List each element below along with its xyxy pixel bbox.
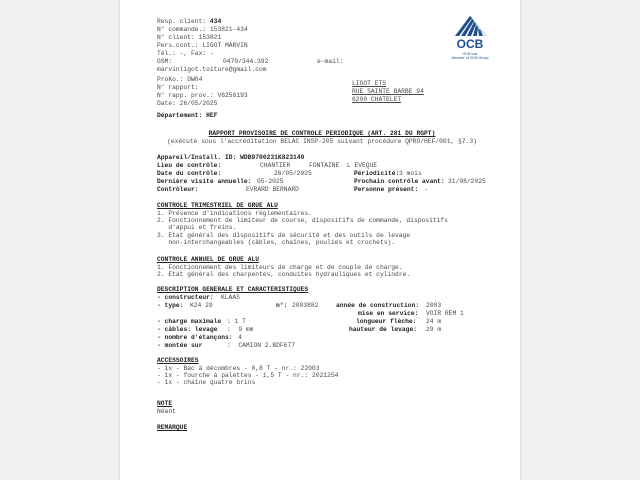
mise-value: VOIR REM 1 (426, 310, 464, 317)
annee-label: année de construction: (336, 302, 420, 309)
controleur-value: EVRARD BERNARD (246, 186, 299, 193)
derniere-visite-label: Dernière visite annuelle: (157, 178, 252, 185)
list-item: 3. Etat général des dispositifs de sécurité et des outils de levage (157, 231, 411, 239)
note-title: NOTE (157, 400, 173, 407)
client-number: N° client: 153821 (157, 34, 222, 41)
list-item: 2. Etat général des charpentes, conduites hydrauliques et cylindre. (157, 271, 411, 279)
date-controle-label: Date du contrôle: (157, 170, 222, 177)
type-label: - type: (157, 302, 184, 309)
appareil-id: Appareil/Install. ID: WDB9700231K823140 (157, 154, 305, 161)
charge-value: : 1 T (227, 318, 246, 325)
cables-label: - câbles: levage (157, 326, 218, 333)
departement: Département: HEF (157, 112, 218, 119)
personne-label: Personne présent: (354, 186, 419, 193)
gsm-label: GSM: (157, 58, 173, 65)
annuel-title: CONTROLE ANNUEL DE GRUE ALU (157, 256, 260, 263)
email-value: marvinligot.toiture@gmail.com (157, 66, 267, 73)
trimestriel-title: CONTROLE TRIMESTRIEL DE GRUE ALU (157, 202, 278, 209)
proko: ProKo.: DW04 (157, 76, 203, 83)
description-title: DESCRIPTION GENERALE ET CARACTERISTIQUES (157, 286, 309, 293)
document-page (120, 0, 520, 480)
etancons-label: - nombre d'étançons: (157, 334, 233, 341)
montee-label: - montée sur (157, 342, 203, 349)
lieu-label: Lieu de contrôle: (157, 162, 222, 169)
ocb-logo (440, 14, 500, 74)
type-value: K24 29 (190, 302, 213, 309)
accessoires-list (157, 365, 487, 387)
ocb-logo-icon (450, 14, 490, 38)
annuel-list (157, 264, 487, 278)
remarque-title: REMARQUE (157, 424, 188, 431)
report-title: RAPPORT PROVISOIRE DE CONTROLE PERIODIQUE (ART. 281 DU RGPT) (208, 130, 436, 137)
etancons-value: 4 (238, 334, 242, 341)
gsm-value: 0470/344.392 (223, 58, 269, 65)
accessoires-title: ACCESSOIRES (157, 357, 199, 364)
hauteur-value: 29 m (426, 326, 442, 333)
list-item: - 1x - fourche à palettes - 1,5 T - nr.: 2021254 (157, 372, 339, 380)
hauteur-label: hauteur de levage: (349, 326, 418, 333)
report-subtitle: (exécuté sous l'accréditation BELAC INSP-205 suivant procédure QPRO/HEF/001, §7.3) (167, 138, 477, 145)
controleur-label: Contrôleur: (157, 186, 199, 193)
list-item: non-interchangeables (câbles, chaînes, poulies et crochets). (157, 238, 396, 246)
list-item: 1. Présence d'indications réglementaires. (157, 210, 312, 217)
longueur-value: 24 m (426, 318, 442, 325)
charge-label: - charge maximale (157, 318, 222, 325)
list-item: 1. Fonctionnement des limiteurs de charge et de couple de charge. (157, 264, 403, 271)
rapp-prov-number: N° rapp. prov.: V6256193 (157, 92, 248, 99)
resp-client: Resp. client: 434 (157, 18, 222, 25)
logo-sub-2: Member of OCB Group (451, 56, 489, 60)
lieu-value: CHANTIER FONTAINE L EVEQUE (260, 162, 378, 169)
annee-value: 2003 (426, 302, 442, 309)
logo-name: OCB (456, 37, 484, 51)
list-item: - 1x - Bac à décombres - 0,8 T - nr.: 22003 (157, 365, 320, 372)
report-date: Date: 26/05/2025 (157, 100, 218, 107)
derniere-visite-value: 05-2025 (257, 178, 284, 185)
mise-label: mise en service: (358, 310, 419, 317)
montee-value: : CAMION 2.BDF677 (227, 342, 296, 349)
contact-person: Pers.cont.: LIGOT MARVIN (157, 42, 248, 49)
constructeur-label: - constructeur: (157, 294, 214, 301)
note-value: Néant (157, 408, 176, 415)
address-line-2: RUE SAINTE BARBE 94 (352, 88, 424, 95)
cables-value: : 9 mm (227, 326, 254, 333)
logo-sub-1: OCB vzw (462, 52, 478, 56)
periodicite-value: 3 mois (399, 170, 422, 177)
prochain-label: Prochain contrôle avant: (354, 178, 445, 185)
prochain-value: 31/08/2025 (448, 178, 486, 185)
list-item: 2. Fonctionnement de limiteur de course, dispositifs de commande, dispositifs (157, 217, 448, 225)
periodicite-label: Périodicité: (354, 170, 400, 177)
date-controle-value: 26/05/2025 (274, 170, 312, 177)
list-item: - 1x - chaîne quatre brins (157, 379, 256, 387)
trimestriel-list (157, 210, 487, 246)
list-item: d'appui et freins. (157, 224, 237, 232)
numero-label: n°: (276, 302, 288, 309)
constructeur-value: KLAAS (221, 294, 240, 301)
personne-value: - (424, 186, 428, 193)
rapport-number: N° rapport: (157, 84, 199, 91)
email-label: e-mail: (317, 58, 344, 65)
address-line-1: LIGOT ETS (352, 80, 387, 87)
tel-fax: Tél.: -, Fax: - (157, 50, 214, 57)
address-line-3: 6200 CHATELET (352, 96, 402, 103)
commande-number: N° commande.: 153821-434 (157, 26, 248, 33)
longueur-label: longueur flèche: (356, 318, 417, 325)
numero-value: 2003882 (292, 302, 319, 309)
